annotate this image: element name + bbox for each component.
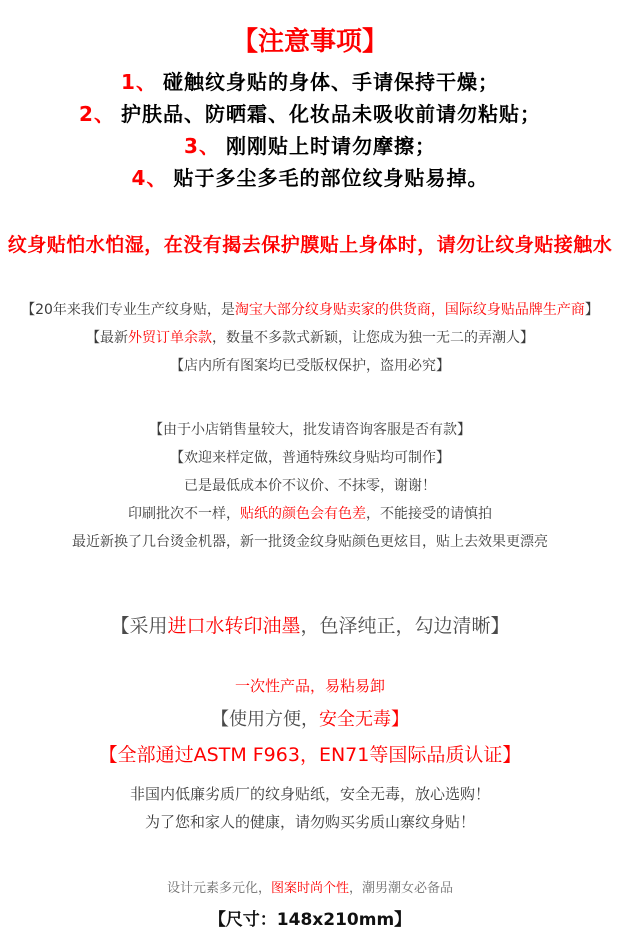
ink-line-highlight: 进口水转印油墨 — [167, 615, 301, 637]
notice-item — [0, 130, 620, 162]
cert-line: 【全部通过ASTM F963，EN71等国际品质认证】 — [98, 744, 522, 766]
intro-line-supplier-post: 】 — [584, 302, 599, 318]
notice-item-text: 刚刚贴上时请勿摩擦； — [225, 134, 436, 158]
shop-line-custom: 【欢迎来样定做，普通特殊纹身贴均可制作】 — [170, 450, 450, 466]
ink-line-post: ，色泽纯正，勾边清晰】 — [300, 615, 510, 637]
design-line-post: ，潮男潮女必备品 — [349, 881, 454, 896]
disposable-line: 一次性产品，易粘易卸 — [234, 677, 385, 695]
no-fake-line-2: 为了您和家人的健康，请勿购买劣质山寨纹身贴！ — [144, 813, 475, 831]
shop-line-color-diff — [0, 500, 620, 528]
intro-line-trade — [0, 324, 620, 352]
notice-item-text: 护肤品、防晒霜、化妆品未吸收前请勿粘贴； — [120, 102, 541, 126]
size-line: 【尺寸：148x210mm】 — [208, 910, 412, 930]
intro-line-supplier-highlight: 淘宝大部分纹身贴卖家的供货商，国际纹身贴品牌生产商 — [234, 302, 585, 318]
notice-item-number: 1、 — [121, 70, 157, 94]
design-line — [0, 880, 620, 898]
ink-line — [0, 614, 620, 638]
intro-line-trade-post: ，数量不多款式新颖，让您成为独一无二的弄潮人】 — [212, 330, 534, 346]
design-line-highlight: 图案时尚个性 — [270, 881, 349, 896]
ink-line-pre: 【采用 — [110, 615, 168, 637]
notice-item-text: 碰触纹身贴的身体、手请保持干燥； — [162, 70, 499, 94]
shop-line-color-diff-post: ，不能接受的请慎拍 — [366, 506, 492, 522]
shop-line-color-diff-highlight: 贴纸的颜色会有色差 — [240, 506, 366, 522]
notice-item — [0, 162, 620, 194]
notice-item-number: 4、 — [131, 166, 168, 190]
shop-line-color-diff-pre: 印刷批次不一样， — [128, 506, 240, 522]
safe-line-pre: 【使用方便， — [211, 709, 319, 730]
shop-line-machine: 最近新换了几台烫金机器，新一批烫金纹身贴颜色更炫目，贴上去效果更漂亮 — [72, 534, 548, 550]
shop-line-wholesale: 【由于小店销售量较大，批发请咨询客服是否有款】 — [149, 422, 471, 438]
notice-item — [0, 66, 620, 98]
safe-line — [0, 706, 620, 734]
notice-item-number: 2、 — [79, 102, 115, 126]
intro-line-supplier-pre: 【20年来我们专业生产纹身贴，是 — [21, 302, 235, 318]
intro-line-trade-pre: 【最新 — [86, 330, 128, 346]
notice-item-number: 3、 — [184, 134, 220, 158]
notice-item — [0, 98, 620, 130]
page-title: 【注意事项】 — [231, 27, 388, 57]
intro-line-trade-highlight: 外贸订单余款 — [128, 330, 212, 346]
water-warning-text: 纹身贴怕水怕湿，在没有揭去保护膜贴上身体时，请勿让纹身贴接触水 — [7, 234, 613, 256]
notice-list — [0, 66, 620, 194]
intro-line-supplier — [0, 296, 620, 324]
design-line-pre: 设计元素多元化， — [166, 881, 271, 896]
shop-line-price: 已是最低成本价不议价、不抹零，谢谢！ — [184, 478, 436, 494]
intro-block — [0, 296, 620, 380]
intro-line-copyright: 【店内所有图案均已受版权保护，盗用必究】 — [170, 358, 450, 374]
safe-line-highlight: 安全无毒】 — [319, 709, 409, 730]
no-fake-line-1: 非国内低廉劣质厂的纹身贴纸，安全无毒，放心选购！ — [129, 785, 490, 803]
notice-item-text: 贴于多尘多毛的部位纹身贴易掉。 — [173, 166, 489, 190]
shop-block — [0, 416, 620, 556]
